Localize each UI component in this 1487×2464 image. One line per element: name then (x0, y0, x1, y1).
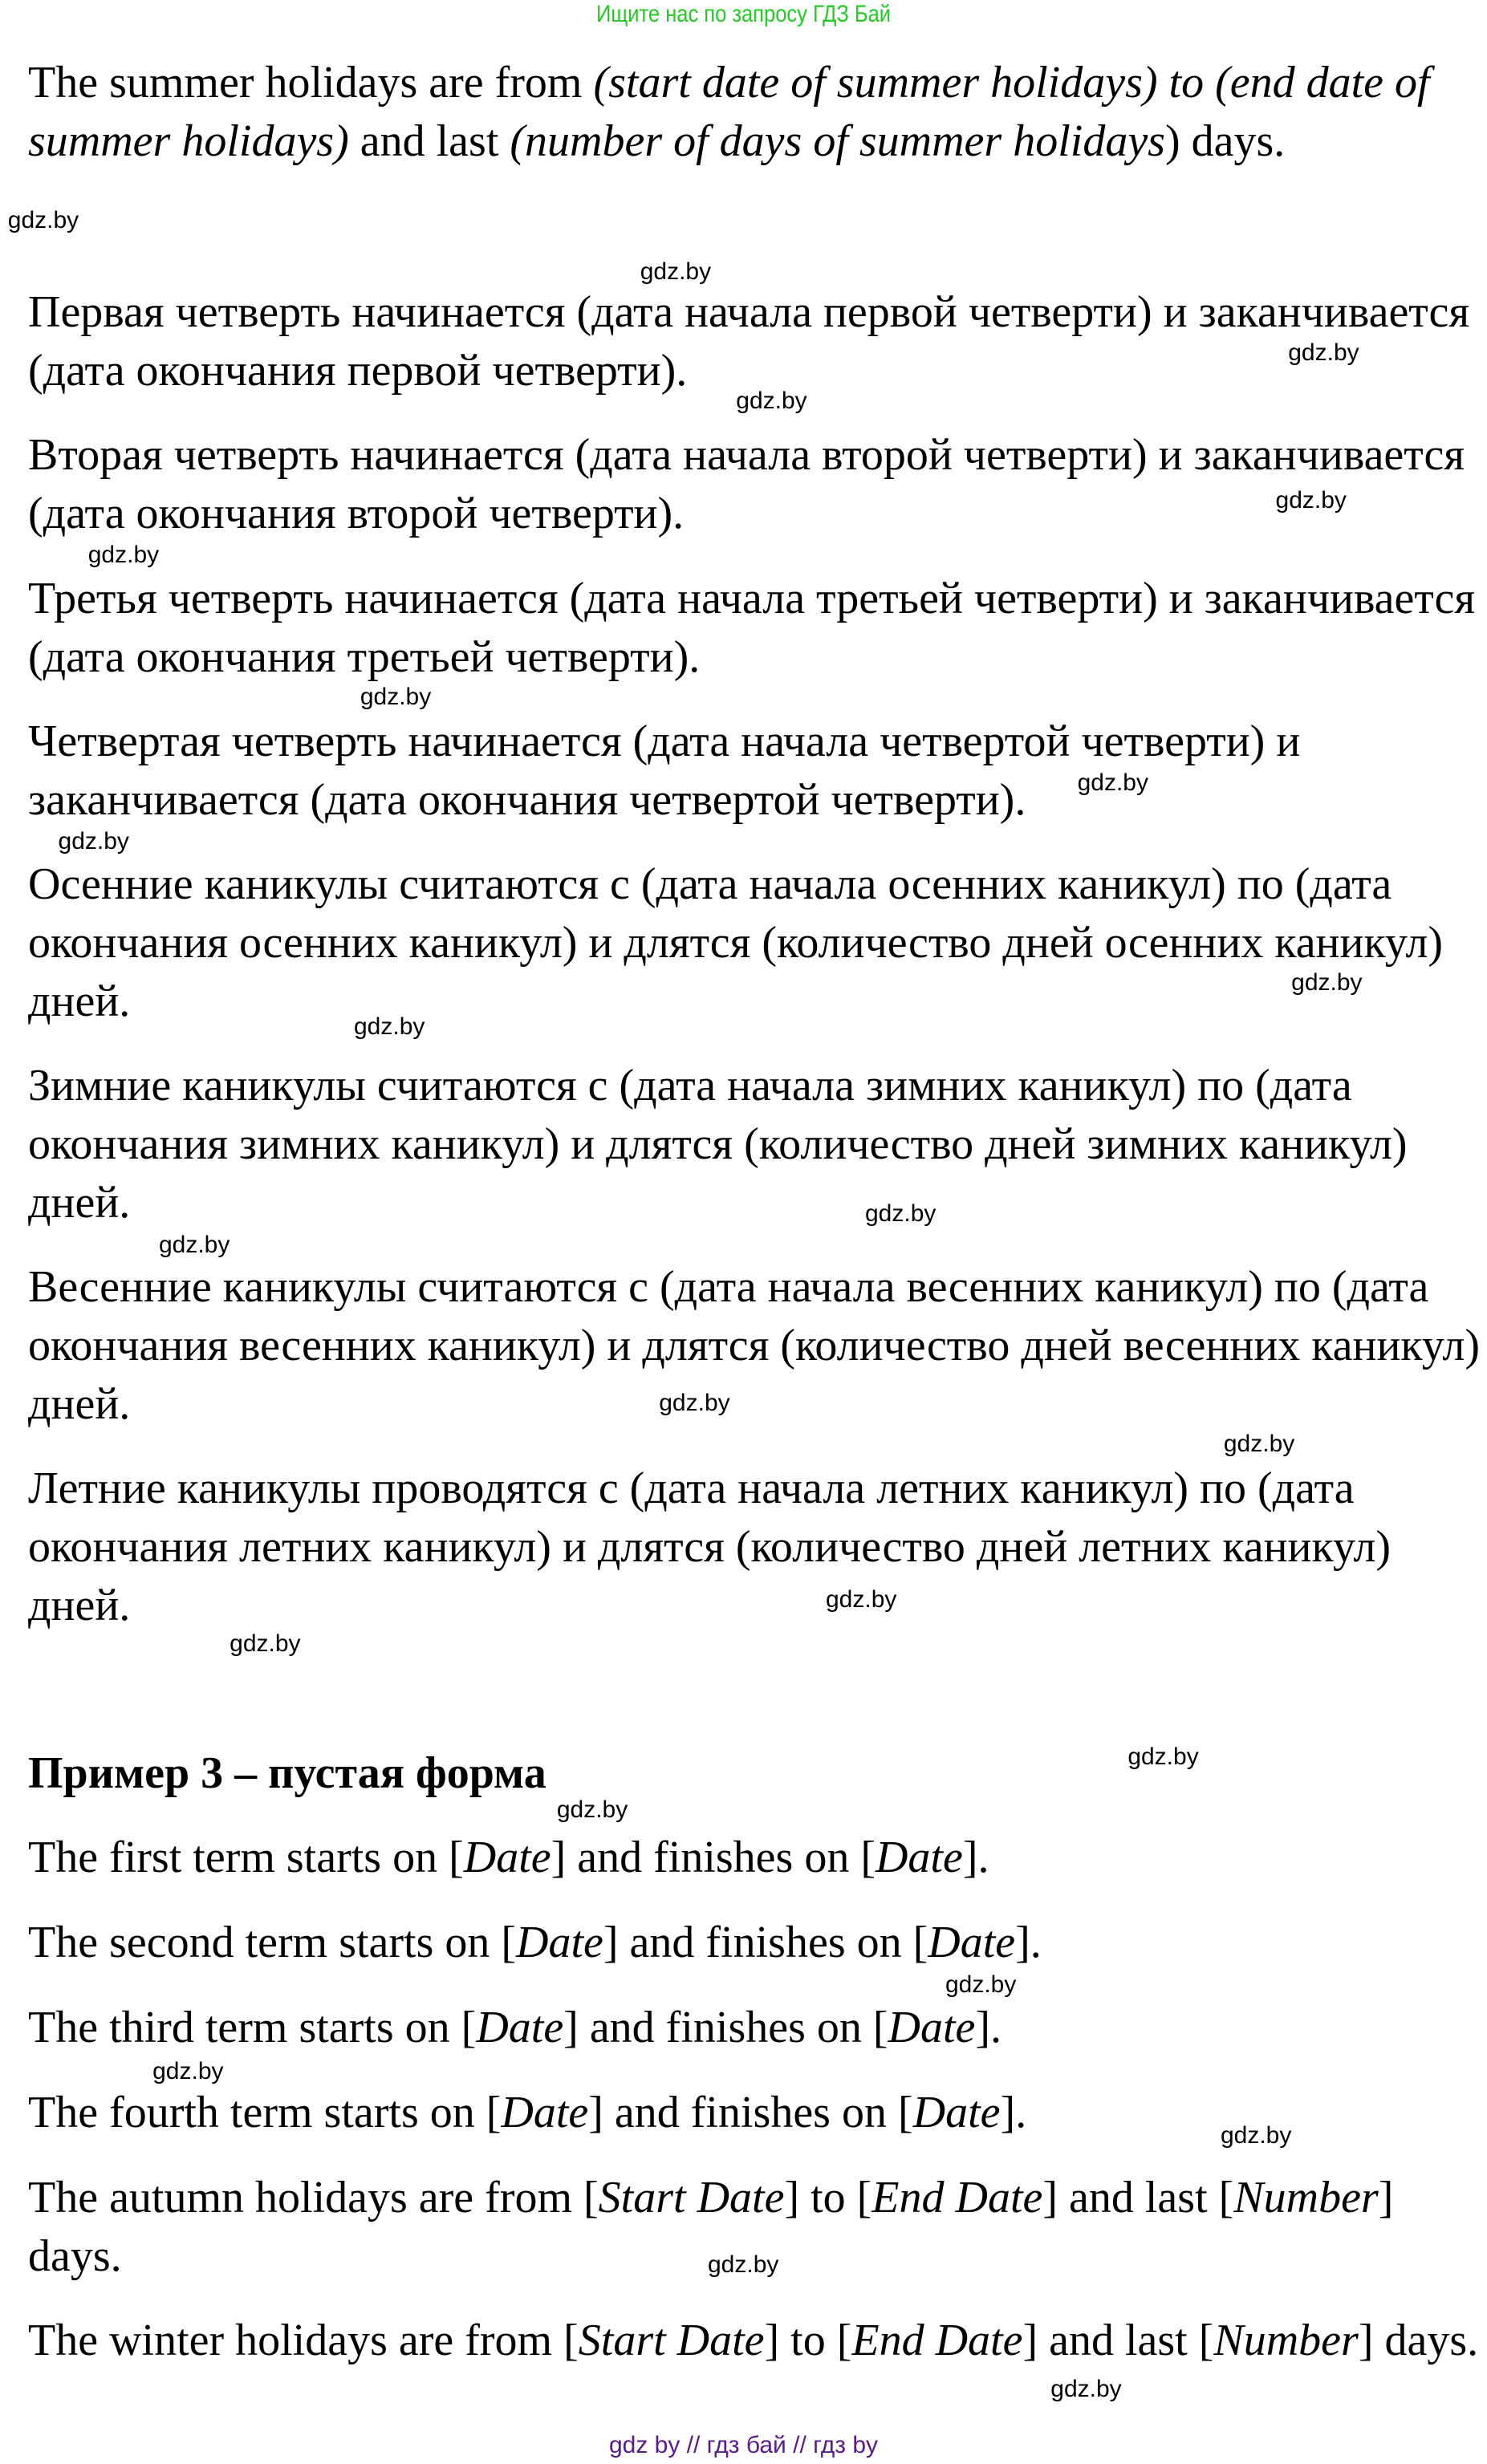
text-run: ) days. (1164, 116, 1286, 166)
placeholder-text: Date (875, 1833, 963, 1882)
text-run: and last (348, 116, 510, 166)
text-run: ] days. (28, 2173, 1394, 2281)
text-run: Летние каникулы проводятся с (дата начала летних каникул) по (дата окончания летних каникул) и длятся (количество дней летних каникул) дней. (28, 1463, 1392, 1630)
watermark: gdz.by (354, 1013, 425, 1041)
placeholder-text: Number (1233, 2173, 1379, 2222)
watermark: gdz.by (826, 1585, 897, 1613)
paragraph (28, 1914, 1481, 1972)
paragraph (28, 54, 1481, 171)
placeholder-text: Date (501, 2088, 589, 2137)
text-run: The second term starts on [ (28, 1918, 517, 1967)
placeholder-text: (number of days of summer holidays (510, 116, 1165, 166)
watermark: gdz.by (1223, 1430, 1295, 1457)
watermark: gdz.by (152, 2057, 224, 2084)
watermark: gdz.by (158, 1232, 230, 1259)
placeholder-text: Start Date (598, 2173, 785, 2222)
watermark: gdz.by (659, 1389, 730, 1416)
text-run: ] to [ (764, 2316, 852, 2365)
watermark: gdz.by (7, 206, 79, 233)
text-run: ] days. (1358, 2316, 1479, 2365)
watermark: gdz.by (1291, 969, 1363, 997)
watermark: gdz.by (945, 1971, 1017, 1998)
watermark: gdz.by (1127, 1743, 1199, 1770)
text-run: The third term starts on [ (28, 2003, 477, 2052)
text-run: ]. (1015, 1918, 1042, 1967)
paragraph (28, 570, 1481, 687)
text-run: ] and finishes on [ (563, 2003, 888, 2052)
watermark: gdz.by (360, 683, 432, 710)
placeholder-text: Date (912, 2088, 1001, 2137)
placeholder-text: Start Date (578, 2316, 765, 2365)
text-run: The winter holidays are from [ (28, 2316, 579, 2365)
watermark: gdz.by (58, 828, 129, 855)
watermark: gdz.by (1288, 339, 1359, 366)
placeholder-text: End Date (851, 2316, 1023, 2365)
paragraph (28, 426, 1481, 543)
watermark: gdz.by (1050, 2375, 1122, 2402)
text-run: ] and last [ (1022, 2316, 1214, 2365)
text-run: Осенние каникулы считаются с (дата начала осенних каникул) по (дата окончания осенних каникул) и длятся (количество дней осенних каникул) дней. (28, 859, 1444, 1026)
watermark: gdz.by (640, 258, 712, 286)
text-run: ] and last [ (1042, 2173, 1234, 2222)
placeholder-text: Date (888, 2003, 976, 2052)
placeholder-text: Date (463, 1833, 551, 1882)
text-run: Четвертая четверть начинается (дата начала четвертой четверти) и заканчивается (дата окончания четвертой четверти). (28, 716, 1301, 825)
watermark: gdz.by (736, 388, 807, 415)
paragraph (28, 283, 1481, 400)
section-heading (28, 1744, 1481, 1803)
watermark: gdz.by (1220, 2122, 1292, 2149)
text-run: ] and finishes on [ (603, 1918, 928, 1967)
text-run: ] to [ (784, 2173, 872, 2222)
footer-links: gdz by // гдз бай // гдз by (608, 2432, 879, 2458)
watermark: gdz.by (708, 2251, 779, 2278)
paragraph (28, 1057, 1481, 1232)
watermark: gdz.by (87, 542, 160, 569)
text-run: The fourth term starts on [ (28, 2088, 502, 2137)
text-run: The autumn holidays are from [ (28, 2173, 599, 2222)
paragraph (28, 712, 1481, 830)
text-run: Весенние каникулы считаются с (дата начала весенних каникул) по (дата окончания весенних каникул) и длятся (количество дней весенних каникул) дней. (28, 1262, 1480, 1429)
promo-header: Ищите нас по запросу ГДЗ Бай (595, 1, 892, 27)
paragraph (28, 1999, 1481, 2057)
placeholder-text: (start date of summer holidays) to (end date of summer holidays) (28, 58, 1430, 166)
paragraph (28, 2312, 1481, 2370)
watermark: gdz.by (230, 1630, 301, 1657)
text-run: Первая четверть начинается (дата начала первой четверти) и заканчивается (дата окончания первой четверти). (28, 287, 1470, 396)
paragraph (28, 1459, 1481, 1635)
placeholder-text: End Date (871, 2173, 1043, 2222)
text-run: The first term starts on [ (28, 1833, 464, 1882)
text-run: ]. (975, 2003, 1002, 2052)
text-run: ]. (1000, 2088, 1027, 2137)
text-run: ] and finishes on [ (588, 2088, 913, 2137)
text-run: Зимние каникулы считаются с (дата начала зимних каникул) по (дата окончания зимних каникул) и длятся (количество дней зимних каникул) дней. (28, 1061, 1408, 1228)
paragraph (28, 1258, 1481, 1434)
placeholder-text: Date (516, 1918, 603, 1967)
text-run: ]. (962, 1833, 989, 1882)
text-run: ] and finishes on [ (551, 1833, 876, 1882)
watermark: gdz.by (1077, 769, 1148, 797)
text-run: Третья четверть начинается (дата начала третьей четверти) и заканчивается (дата окончания третьей четверти). (28, 574, 1476, 682)
placeholder-text: Date (476, 2003, 564, 2052)
text-run: The summer holidays are from (28, 58, 594, 108)
paragraph (28, 1829, 1481, 1887)
watermark: gdz.by (865, 1200, 936, 1228)
text-run: Пример 3 – пустая форма (28, 1748, 546, 1798)
watermark: gdz.by (556, 1796, 628, 1824)
watermark: gdz.by (1275, 486, 1347, 514)
text-run: Вторая четверть начинается (дата начала второй четверти) и заканчивается (дата окончания второй четверти). (28, 430, 1465, 538)
paragraph (28, 855, 1481, 1031)
placeholder-text: Number (1213, 2316, 1359, 2365)
placeholder-text: Date (928, 1918, 1016, 1967)
